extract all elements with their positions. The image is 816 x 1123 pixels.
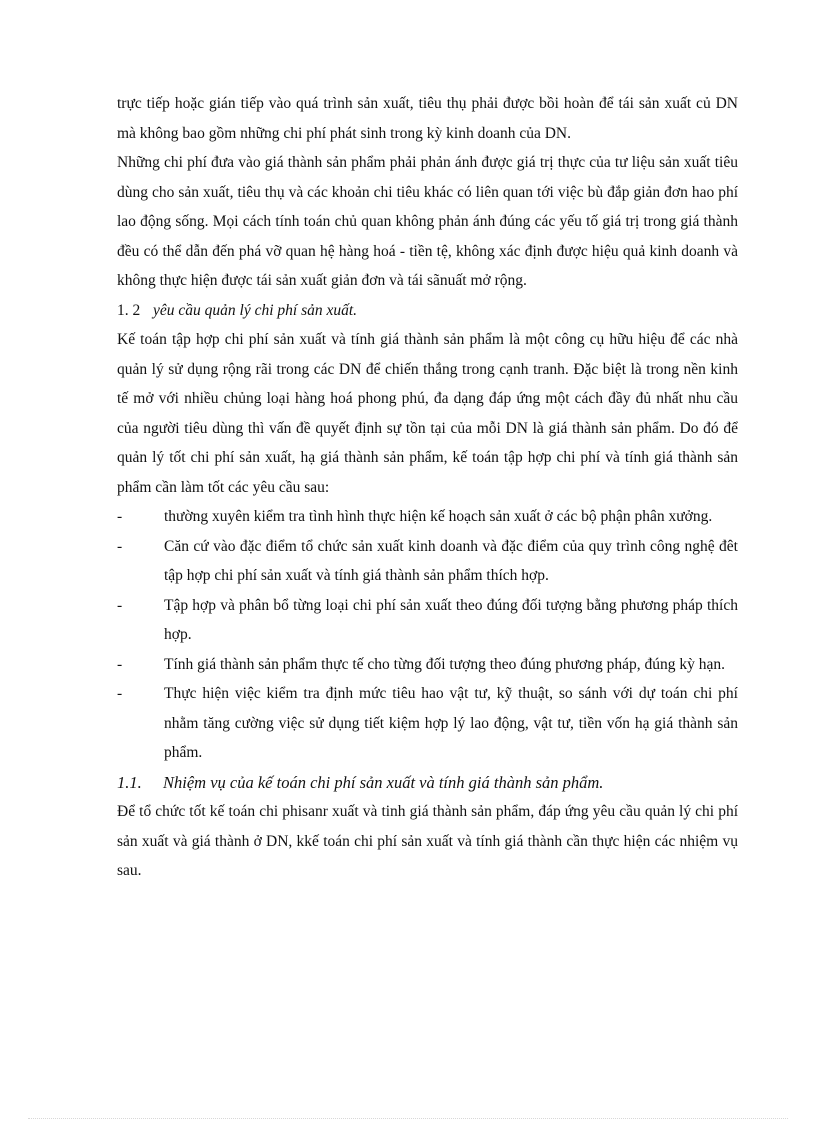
bullet-item	[117, 591, 738, 650]
bullet-text: thường xuyên kiểm tra tình hình thực hiện kế hoạch sản xuất ở các bộ phận phân xưởng.	[164, 508, 713, 525]
bullet-item	[117, 502, 738, 532]
bullet-item	[117, 532, 738, 591]
bullet-dash: -	[117, 537, 123, 555]
bullet-item	[117, 650, 738, 680]
section-1-2-body: Kế toán tập hợp chi phí sản xuất và tính giá thành sản phẩm là một công cụ hữu hiệu để các nhà quản lý sử dụng rộng rãi trong các DN để chiến thắng trong cạnh tranh. Đặc biệt là trong nền kinh tế mở với nhiều chủng loại hàng hoá phong phú, đa dạng đáp ứng một cách đầy đủ nhất nhu cầu của người tiêu dùng thì vấn đề quyết định sự tồn tại của mỗi DN là giá thành sản phẩm. Do đó để quản lý tốt chi phí sản xuất, hạ giá thành sản phẩm, kế toán tập hợp chi phí và tính giá thành sản phẩm cần làm tốt các yêu cầu sau:	[117, 331, 738, 496]
document-page	[117, 89, 738, 886]
bullet-text: Tập hợp và phân bổ từng loại chi phí sản xuất theo đúng đối tượng bằng phương pháp thích hợp.	[164, 596, 738, 643]
section-heading-1-1	[117, 768, 738, 798]
page-bottom-divider	[28, 1118, 788, 1119]
bullet-dash: -	[117, 655, 123, 673]
bullet-text: Tính giá thành sản phẩm thực tế cho từng đối tượng theo đúng phương pháp, đúng kỳ hạn.	[164, 655, 725, 673]
section-number: 1. 2	[117, 301, 141, 319]
section-title: yêu cầu quản lý chi phí sản xuất.	[153, 301, 358, 319]
bullet-text: Căn cứ vào đặc điểm tổ chức sản xuất kinh doanh và đặc điểm của quy trình công nghệ đêt tập hợp chi phí sản xuất và tính giá thành sản phẩm thích hợp.	[164, 537, 738, 584]
intro-paragraph-2: Những chi phí đưa vào giá thành sản phẩm phải phản ánh được giá trị thực của tư liệu sản xuất tiêu dùng cho sản xuất, tiêu thụ và các khoản chi tiêu khác có liên quan tới việc bù đắp giản đơn hao phí lao động sống. Mọi cách tính toán chủ quan không phản ánh đúng các yếu tố giá trị trong giá thành đều có thể dẫn đến phá vỡ quan hệ hàng hoá - tiền tệ, không xác định được hiệu quả kinh doanh và không thực hiện được tái sản xuất giản đơn và tái sãnuất mở rộng.	[117, 154, 738, 289]
section-1-1-body: Để tổ chức tốt kế toán chi phisanr xuất và tinh giá thành sản phẩm, đáp ứng yêu cầu quản lý chi phí sản xuất và giá thành ở DN, kkế toán chi phí sản xuất và tính giá thành cần thực hiện các nhiệm vụ sau.	[117, 803, 738, 879]
bullet-item	[117, 679, 738, 768]
intro-paragraph-1: trực tiếp hoặc gián tiếp vào quá trình sản xuất, tiêu thụ phải được bồi hoàn để tái sản xuất củ DN mà không bao gồm những chi phí phát sinh trong kỳ kinh doanh của DN.	[117, 95, 738, 142]
bullet-dash: -	[117, 596, 123, 614]
section-heading-1-2	[117, 296, 738, 326]
bullet-text: Thực hiện việc kiểm tra định mức tiêu hao vật tư, kỹ thuật, so sánh với dự toán chi phí nhằm tăng cường việc sử dụng tiết kiệm hợp lý lao động, vật tư, tiền vốn hạ giá thành sản phẩm.	[164, 685, 738, 761]
section-title: Nhiệm vụ của kế toán chi phí sản xuất và tính giá thành sản phẩm.	[163, 772, 604, 792]
section-number: 1.1.	[117, 772, 142, 792]
bullet-dash: -	[117, 685, 123, 702]
bullet-dash: -	[117, 508, 123, 525]
